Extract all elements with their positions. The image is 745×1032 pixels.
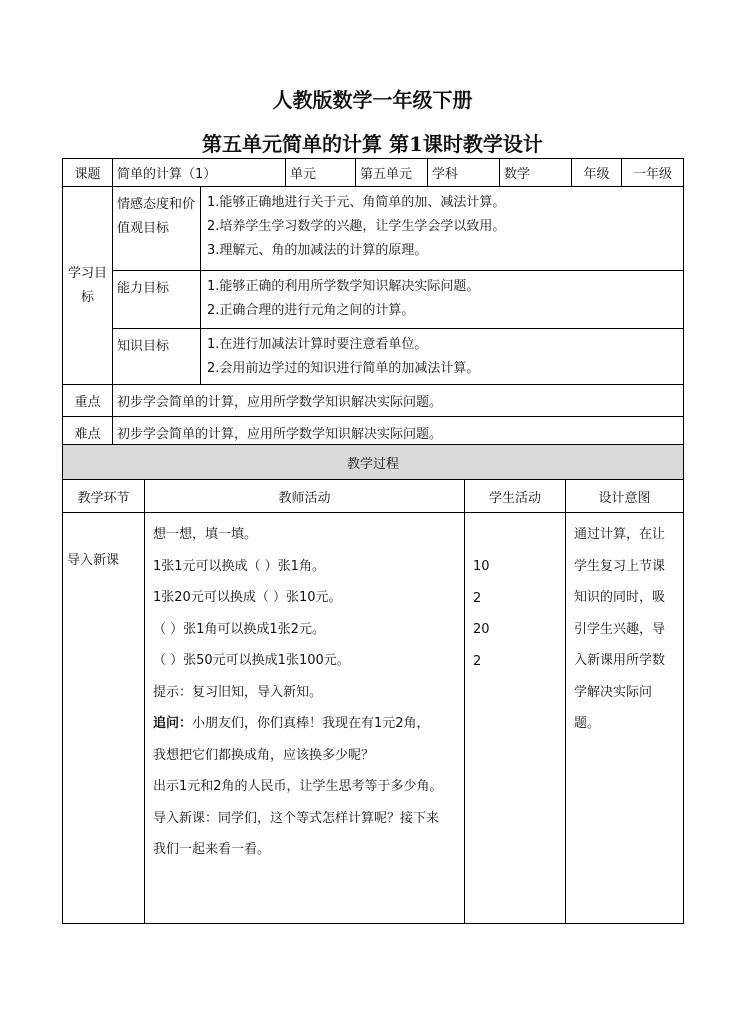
process-band-row xyxy=(63,445,684,480)
info-row xyxy=(63,159,684,187)
teaching-process-table xyxy=(62,444,684,924)
teacher-line: （ ）张50元可以换成1张100元。 xyxy=(153,653,350,668)
grade-value: 一年级 xyxy=(622,159,684,187)
column-header: 教学环节 xyxy=(63,480,145,513)
course-label: 课题 xyxy=(63,159,113,187)
teacher-line: 1张1元可以换成（ ）张1角。 xyxy=(153,558,325,574)
process-body-row xyxy=(63,513,684,924)
list-item: 3.理解元、角的加减法的计算的原理。 xyxy=(207,243,428,258)
goal-row-emotion xyxy=(63,187,684,271)
key-point-row xyxy=(63,385,684,417)
student-answer: 10 xyxy=(473,559,490,574)
teacher-line: 想一想，填一填。 xyxy=(153,527,258,542)
document-subtitle: 第五单元简单的计算 第1课时教学设计 xyxy=(202,132,543,156)
unit-value: 第五单元 xyxy=(356,159,428,187)
goals-label: 学习目标 xyxy=(63,187,113,385)
process-band: 教学过程 xyxy=(63,445,684,480)
difficult-point-text: 初步学会简单的计算，应用所学数学知识解决实际问题。 xyxy=(113,417,684,449)
ability-goal-label: 能力目标 xyxy=(113,271,201,329)
knowledge-goal-list xyxy=(201,329,684,385)
emotion-goal-label: 情感态度和价值观目标 xyxy=(113,187,201,271)
list-item: 2.会用前边学过的知识进行简单的加减法计算。 xyxy=(207,361,480,376)
course-value: 简单的计算（1） xyxy=(113,159,286,187)
teacher-line: 1张20元可以换成（ ）张10元。 xyxy=(153,590,342,605)
grade-label: 年级 xyxy=(572,159,622,187)
unit-label: 单元 xyxy=(286,159,356,187)
process-header-row xyxy=(63,480,684,513)
teacher-line: 我想把它们都换成角，应该换多少呢？ xyxy=(153,747,375,763)
subject-value: 数学 xyxy=(500,159,572,187)
key-point-text: 初步学会简单的计算，应用所学数学知识解决实际问题。 xyxy=(113,385,684,417)
subject-label: 学科 xyxy=(428,159,500,187)
student-activity xyxy=(465,513,566,924)
ability-goal-list xyxy=(201,271,684,329)
document-title: 人教版数学一年级下册 xyxy=(272,88,473,112)
knowledge-goal-label: 知识目标 xyxy=(113,329,201,385)
lesson-info-table xyxy=(62,158,684,449)
column-header: 教师活动 xyxy=(145,480,465,513)
list-item: 2.正确合理的进行元角之间的计算。 xyxy=(207,303,415,318)
list-item: 1.在进行加减法计算时要注意看单位。 xyxy=(207,337,428,352)
difficult-point-label: 难点 xyxy=(63,417,113,449)
follow-up-label: 追问： xyxy=(153,716,193,731)
column-header: 学生活动 xyxy=(465,480,566,513)
student-answer: 20 xyxy=(473,622,490,637)
teacher-line: （ ）张1角可以换成1张2元。 xyxy=(153,621,325,637)
phase-label: 导入新课 xyxy=(63,513,145,924)
goal-row-knowledge xyxy=(63,329,684,385)
teacher-line xyxy=(153,708,458,740)
list-item: 1.能够正确地进行关于元、角简单的加、减法计算。 xyxy=(207,195,506,210)
teacher-line: 我们一起来看一看。 xyxy=(153,842,271,857)
teacher-line: 提示：复习旧知，导入新知。 xyxy=(153,684,323,700)
list-item: 1.能够正确的利用所学数学知识解决实际问题。 xyxy=(207,279,480,294)
teacher-line: 出示1元和2角的人民币，让学生思考等于多少角。 xyxy=(153,779,443,794)
column-header: 设计意图 xyxy=(566,480,684,513)
design-intent: 通过计算，在让学生复习上节课知识的同时，吸引学生兴趣，导入新课用所学数学解决实际问题。 xyxy=(566,513,684,924)
student-answer: 2 xyxy=(473,590,482,606)
goal-row-ability xyxy=(63,271,684,329)
teacher-activity xyxy=(145,513,465,924)
emotion-goal-list xyxy=(201,187,684,271)
follow-up-text: 小朋友们，你们真棒！我现在有1元2角， xyxy=(192,716,430,731)
list-item: 2.培养学生学习数学的兴趣，让学生学会学以致用。 xyxy=(207,219,506,234)
student-answer: 2 xyxy=(473,653,482,669)
key-point-label: 重点 xyxy=(63,385,113,417)
teacher-line: 导入新课：同学们，这个等式怎样计算呢？接下来 xyxy=(153,810,440,826)
